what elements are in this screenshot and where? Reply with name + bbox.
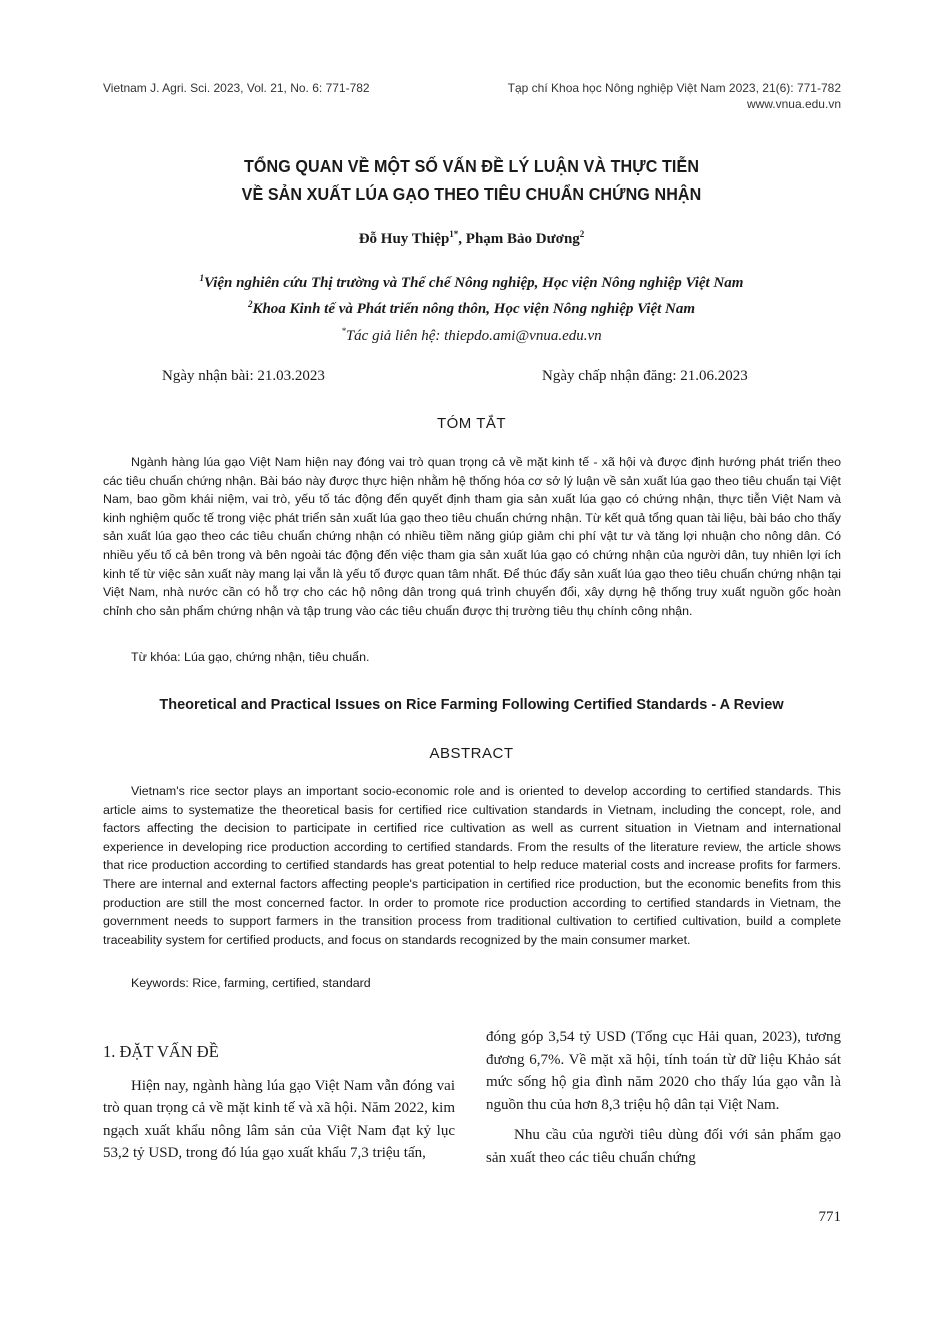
accepted-date: Ngày chấp nhận đăng: 21.06.2023 [542, 368, 748, 384]
author-separator: , [458, 231, 466, 247]
affiliation-1-mark: 1 [199, 273, 205, 283]
vi-abstract-heading: TÓM TẮT [436, 415, 507, 432]
affiliations [0, 268, 943, 320]
affiliation-1-text: Viện nghiên cứu Thị trường và Thể chế Nông nghiệp, Học viện Nông nghiệp Việt Nam [204, 275, 744, 291]
journal-header-vi [508, 80, 841, 112]
page-number: 771 [818, 1209, 841, 1225]
affiliation-1 [0, 268, 943, 294]
author-list [0, 229, 943, 248]
paper-title-line-1: TỔNG QUAN VỀ MỘT SỐ VẤN ĐỀ LÝ LUẬN VÀ THỰC TIỄN [243, 156, 700, 176]
corresponding-author [0, 326, 943, 345]
body-column-right [486, 1026, 841, 1169]
body-column-left [103, 1041, 455, 1165]
intro-paragraph-1-continued: đóng góp 3,54 tỷ USD (Tổng cục Hải quan, 2023), tương đương 6,7%. Về mặt xã hội, tính toán từ dữ liệu Khảo sát mức sống hộ gia đình năm 2020 cho thấy lúa gạo vẫn là nguồn thu của hơn 8,3 triệu hộ dân tại Việt Nam. [486, 1029, 841, 1113]
intro-paragraph-2: Nhu cầu của người tiêu dùng đối với sản phẩm gạo sản xuất theo các tiêu chuẩn chứng [486, 1127, 841, 1166]
vi-keywords: Từ khóa: Lúa gạo, chứng nhận, tiêu chuẩn. [131, 650, 370, 664]
corresponding-email-text: Tác giả liên hệ: thiepdo.ami@vnua.edu.vn [345, 328, 602, 344]
author-1: Đỗ Huy Thiệp [358, 231, 450, 247]
affiliation-2-mark: 2 [247, 299, 253, 309]
english-title: Theoretical and Practical Issues on Rice Farming Following Certified Standards - A Review [159, 697, 784, 713]
received-date: Ngày nhận bài: 21.03.2023 [162, 368, 325, 384]
journal-header-en: Vietnam J. Agri. Sci. 2023, Vol. 21, No. 6: 771-782 [103, 81, 370, 95]
en-keywords: Keywords: Rice, farming, certified, standard [131, 976, 371, 990]
author-2: Phạm Bảo Dương [465, 231, 580, 247]
vi-abstract-body: Ngành hàng lúa gạo Việt Nam hiện nay đóng vai trò quan trọng cả về mặt kinh tế - xã hội và được định hướng phát triển theo các tiêu chuẩn chứng nhận. Bài báo này được thực hiện nhằm hệ thống hóa cơ sở lý luận về sản xuất lúa gạo theo tiêu chuẩn tại Việt Nam, bao gồm khái niệm, vai trò, yếu tố tác động đến quyết định tham gia sản xuất lúa gạo có chứng nhận, thực tiễn Việt Nam và kinh nghiệm quốc tế trong việc phát triển sản xuất lúa gạo theo tiêu chuẩn chứng nhận. Từ kết quả tổng quan tài liệu, bài báo cho thấy sản xuất lúa gạo theo các tiêu chuẩn chứng nhận có nhiều tiềm năng giúp giảm chi phí vật tư và tăng lợi nhuận cho nông dân. Có nhiều yếu tố cả bên trong và bên ngoài tác động đến việc tham gia sản xuất lúa gạo có chứng nhận của người dân, tuy nhiên lợi ích kinh tế từ việc sản xuất này mang lại vẫn là yếu tố được quan tâm nhất. Để thúc đẩy sản xuất lúa gạo theo tiêu chuẩn chứng nhận tại Việt Nam, nhà nước cần có hỗ trợ cho các hộ nông dân trong quá trình chuyển đổi, xây dựng hệ thống truy xuất nguồn gốc hoàn chỉnh cho sản phẩm chứng nhận và tập trung vào các tiêu chuẩn được thị trường tiêu thụ chính công nhận. [103, 455, 841, 618]
affiliation-2-text: Khoa Kinh tế và Phát triển nông thôn, Học viện Nông nghiệp Việt Nam [252, 301, 696, 317]
author-2-affiliation-mark: 2 [579, 229, 585, 239]
author-1-affiliation-mark: 1* [449, 229, 459, 239]
journal-header-vi-citation: Tạp chí Khoa học Nông nghiệp Việt Nam 2023, 21(6): 771-782 [507, 81, 841, 95]
paper-title-line-2: VỀ SẢN XUẤT LÚA GẠO THEO TIÊU CHUẨN CHỨNG NHẬN [241, 184, 702, 204]
journal-website: www.vnua.edu.vn [746, 97, 841, 111]
intro-paragraph-1: Hiện nay, ngành hàng lúa gạo Việt Nam vẫn đóng vai trò quan trọng cả về mặt kinh tế và xã hội. Năm 2022, kim ngạch xuất khẩu nông lâm sản của Việt Nam đạt kỷ lục 53,2 tỷ USD, trong đó lúa gạo xuất khẩu 7,3 triệu tấn, [103, 1077, 455, 1161]
affiliation-2 [0, 294, 943, 320]
en-abstract-body: Vietnam's rice sector plays an important socio-economic role and is oriented to develop according to certified standards. This article aims to systematize the theoretical basis for certified rice cultivation standards in Vietnam, including the concept, role, and factors affecting the decision to participate in certified rice cultivation as well as current situation in Vietnam and international experience in developing rice production according to certified standards. From the results of the literature review, the article shows that rice production according to certified standards has great potential to help reduce material costs and increase profits for farmers. There are internal and external factors affecting people's participation in certified rice production, but the economic benefits from this production are still the most concerned factor. In order to promote rice production according to certified standards in Vietnam, the government needs to support farmers in the transition process from traditional cultivation to certified cultivation, build a complete traceability system for certified products, and focus on standards recognized by the main consumer market. [103, 784, 841, 947]
section-title-introduction: 1. ĐẶT VẤN ĐỀ [103, 1042, 219, 1061]
corresponding-mark: * [341, 326, 346, 336]
en-abstract-heading: ABSTRACT [429, 745, 514, 762]
paper-title [38, 152, 906, 208]
